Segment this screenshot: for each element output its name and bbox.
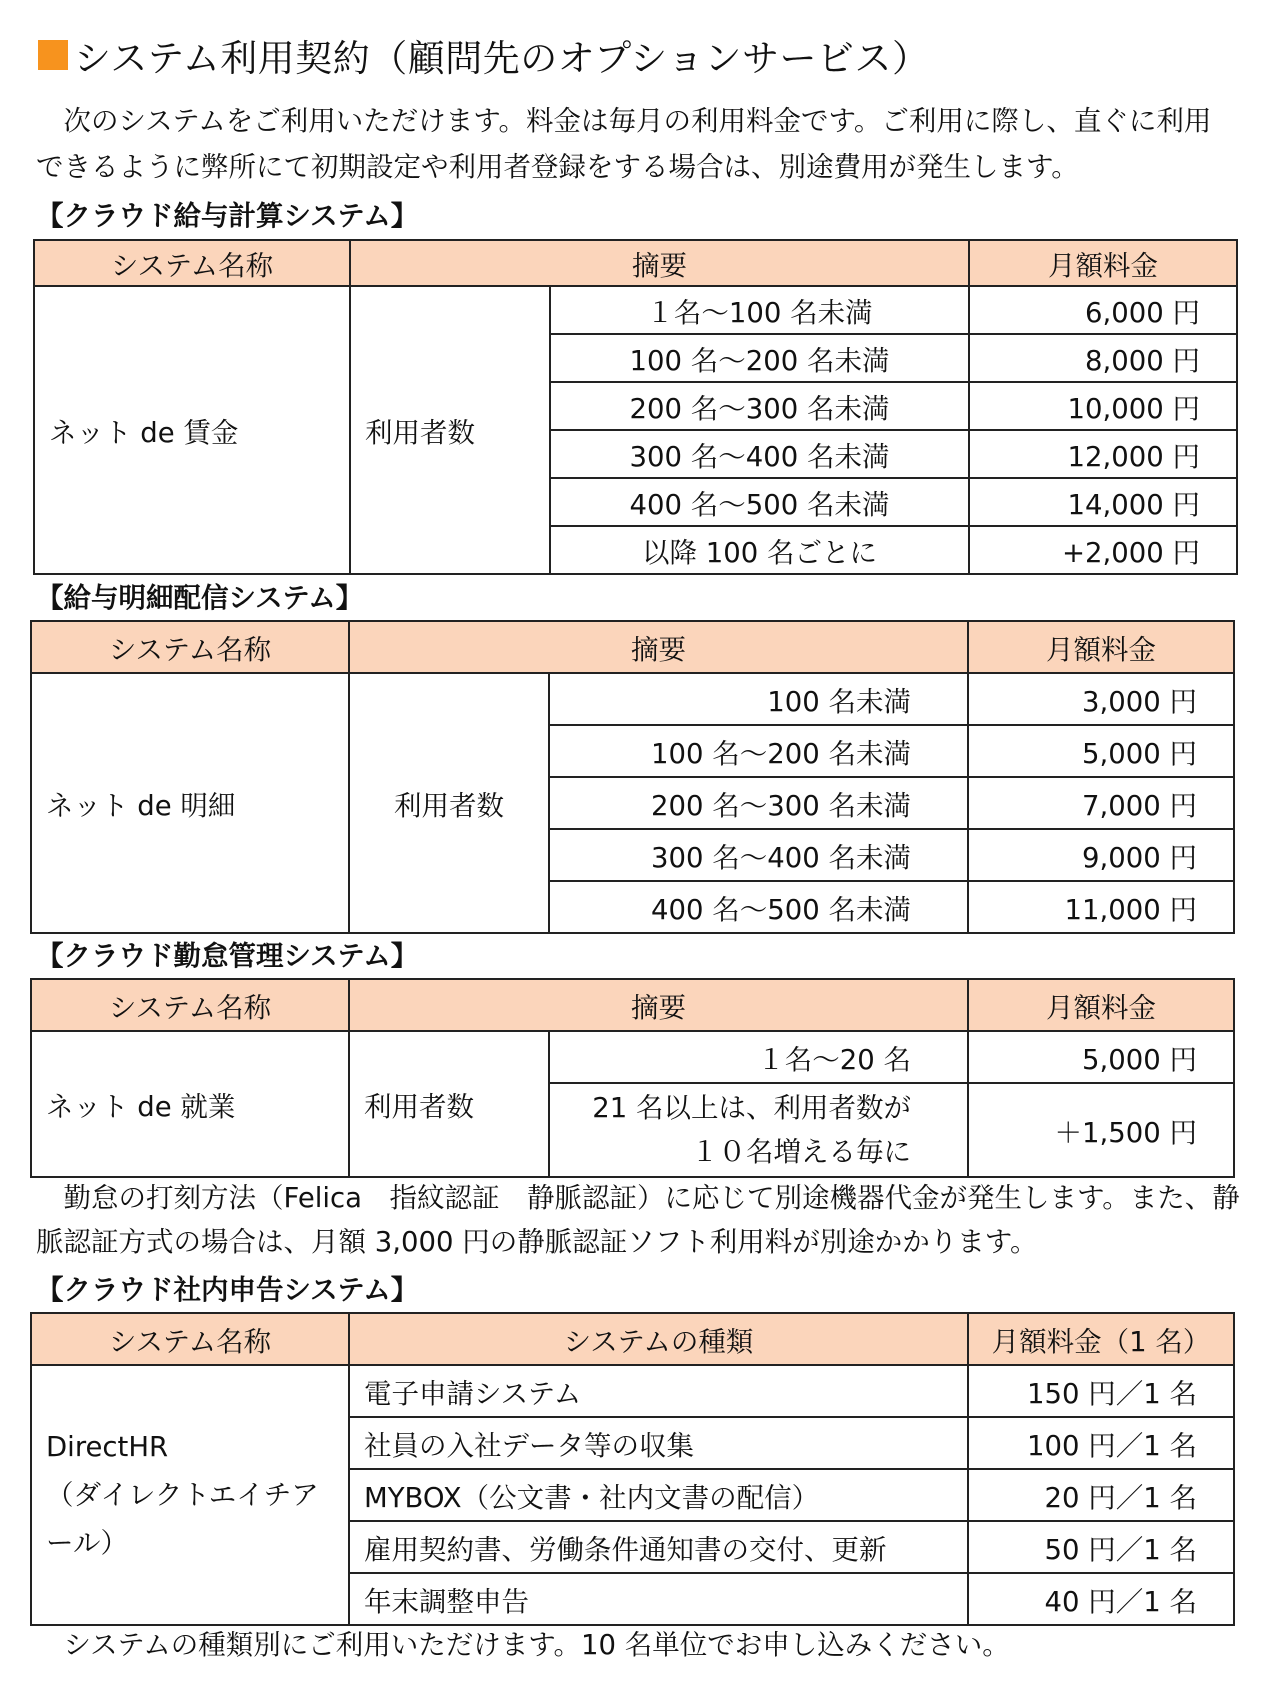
payslip-header-summary: 摘要 xyxy=(349,621,968,673)
attendance-category: 利用者数 xyxy=(349,1031,549,1177)
payslip-range: 300 名～400 名未満 xyxy=(549,829,968,881)
attendance-system-name: ネット de 就業 xyxy=(31,1031,349,1177)
declaration-price: 40 円／1 名 xyxy=(968,1573,1234,1625)
attendance-price: ＋1,500 円 xyxy=(968,1083,1234,1177)
declaration-price: 20 円／1 名 xyxy=(968,1469,1234,1521)
payroll-system-name: ネット de 賃金 xyxy=(34,286,350,574)
payslip-price: 3,000 円 xyxy=(968,673,1234,725)
payroll-price: 8,000 円 xyxy=(969,334,1237,382)
declaration-type: 電子申請システム xyxy=(349,1365,968,1417)
payroll-table xyxy=(33,239,1238,575)
payslip-heading: 【給与明細配信システム】 xyxy=(36,582,364,614)
payroll-category: 利用者数 xyxy=(350,286,550,574)
payslip-range: 400 名～500 名未満 xyxy=(549,881,968,933)
orange-square-icon xyxy=(38,40,68,70)
payroll-heading: 【クラウド給与計算システム】 xyxy=(36,200,419,232)
payslip-table xyxy=(30,620,1235,934)
payslip-system-name: ネット de 明細 xyxy=(31,673,349,933)
payroll-range: 100 名～200 名未満 xyxy=(550,334,969,382)
attendance-note-line-1: 勤怠の打刻方法（Felica 指紋認証 静脈認証）に応じて別途機器代金が発生します。また、静 xyxy=(36,1182,1240,1214)
attendance-range-line-2: １０名増える毎に xyxy=(691,1136,911,1168)
payslip-price: 5,000 円 xyxy=(968,725,1234,777)
payslip-price: 9,000 円 xyxy=(968,829,1234,881)
payroll-price: 6,000 円 xyxy=(969,286,1237,334)
declaration-heading: 【クラウド社内申告システム】 xyxy=(36,1274,419,1306)
payroll-price: 12,000 円 xyxy=(969,430,1237,478)
payslip-range: 100 名未満 xyxy=(549,673,968,725)
payslip-price: 11,000 円 xyxy=(968,881,1234,933)
attendance-header-system: システム名称 xyxy=(31,979,349,1031)
payroll-header-price: 月額料金 xyxy=(969,240,1237,286)
payroll-price: 14,000 円 xyxy=(969,478,1237,526)
intro-line-2: できるように弊所にて初期設定や利用者登録をする場合は、別途費用が発生します。 xyxy=(36,151,1079,183)
attendance-note xyxy=(36,1176,1240,1264)
declaration-type: 雇用契約書、労働条件通知書の交付、更新 xyxy=(349,1521,968,1573)
payroll-range: 以降 100 名ごとに xyxy=(550,526,969,574)
declaration-price: 100 円／1 名 xyxy=(968,1417,1234,1469)
page-title xyxy=(38,28,929,82)
payslip-range: 200 名～300 名未満 xyxy=(549,777,968,829)
declaration-system-line-1: DirectHR xyxy=(46,1431,169,1463)
declaration-header-type: システムの種類 xyxy=(349,1313,968,1365)
attendance-table xyxy=(30,978,1235,1178)
payroll-price: 10,000 円 xyxy=(969,382,1237,430)
payslip-header-system: システム名称 xyxy=(31,621,349,673)
payslip-category: 利用者数 xyxy=(349,673,549,933)
attendance-range: １名～20 名 xyxy=(549,1031,968,1083)
payslip-price: 7,000 円 xyxy=(968,777,1234,829)
payroll-header-summary: 摘要 xyxy=(350,240,969,286)
attendance-range-multi xyxy=(549,1083,968,1177)
declaration-header-price: 月額料金（1 名） xyxy=(968,1313,1234,1365)
attendance-note-line-2: 脈認証方式の場合は、月額 3,000 円の静脈認証ソフト利用料が別途かかります。 xyxy=(36,1226,1038,1258)
payroll-header-system: システム名称 xyxy=(34,240,350,286)
declaration-price: 50 円／1 名 xyxy=(968,1521,1234,1573)
payslip-header-price: 月額料金 xyxy=(968,621,1234,673)
declaration-table xyxy=(30,1312,1235,1626)
attendance-header-summary: 摘要 xyxy=(349,979,968,1031)
attendance-header-price: 月額料金 xyxy=(968,979,1234,1031)
payroll-range: 300 名～400 名未満 xyxy=(550,430,969,478)
payslip-range: 100 名～200 名未満 xyxy=(549,725,968,777)
payroll-range: 200 名～300 名未満 xyxy=(550,382,969,430)
intro-line-1: 次のシステムをご利用いただけます。料金は毎月の利用料金です。ご利用に際し、直ぐに利用 xyxy=(36,105,1212,137)
attendance-heading: 【クラウド勤怠管理システム】 xyxy=(36,940,419,972)
payroll-price: +2,000 円 xyxy=(969,526,1237,574)
declaration-system-line-2: （ダイレクトエイチア xyxy=(46,1479,319,1511)
declaration-price: 150 円／1 名 xyxy=(968,1365,1234,1417)
declaration-type: 年末調整申告 xyxy=(349,1573,968,1625)
declaration-type: 社員の入社データ等の収集 xyxy=(349,1417,968,1469)
declaration-header-system: システム名称 xyxy=(31,1313,349,1365)
declaration-type: MYBOX（公文書・社内文書の配信） xyxy=(349,1469,968,1521)
declaration-note: システムの種類別にご利用いただけます。10 名単位でお申し込みください。 xyxy=(36,1629,1010,1661)
payroll-range: １名～100 名未満 xyxy=(550,286,969,334)
declaration-system-line-3: ール） xyxy=(46,1527,128,1559)
intro-paragraph xyxy=(36,98,1236,190)
declaration-system-name xyxy=(31,1365,349,1625)
attendance-price: 5,000 円 xyxy=(968,1031,1234,1083)
attendance-range-line-1: 21 名以上は、利用者数が xyxy=(592,1092,911,1124)
payroll-range: 400 名～500 名未満 xyxy=(550,478,969,526)
page-title-text: システム利用契約（顧問先のオプションサービス） xyxy=(74,37,930,80)
